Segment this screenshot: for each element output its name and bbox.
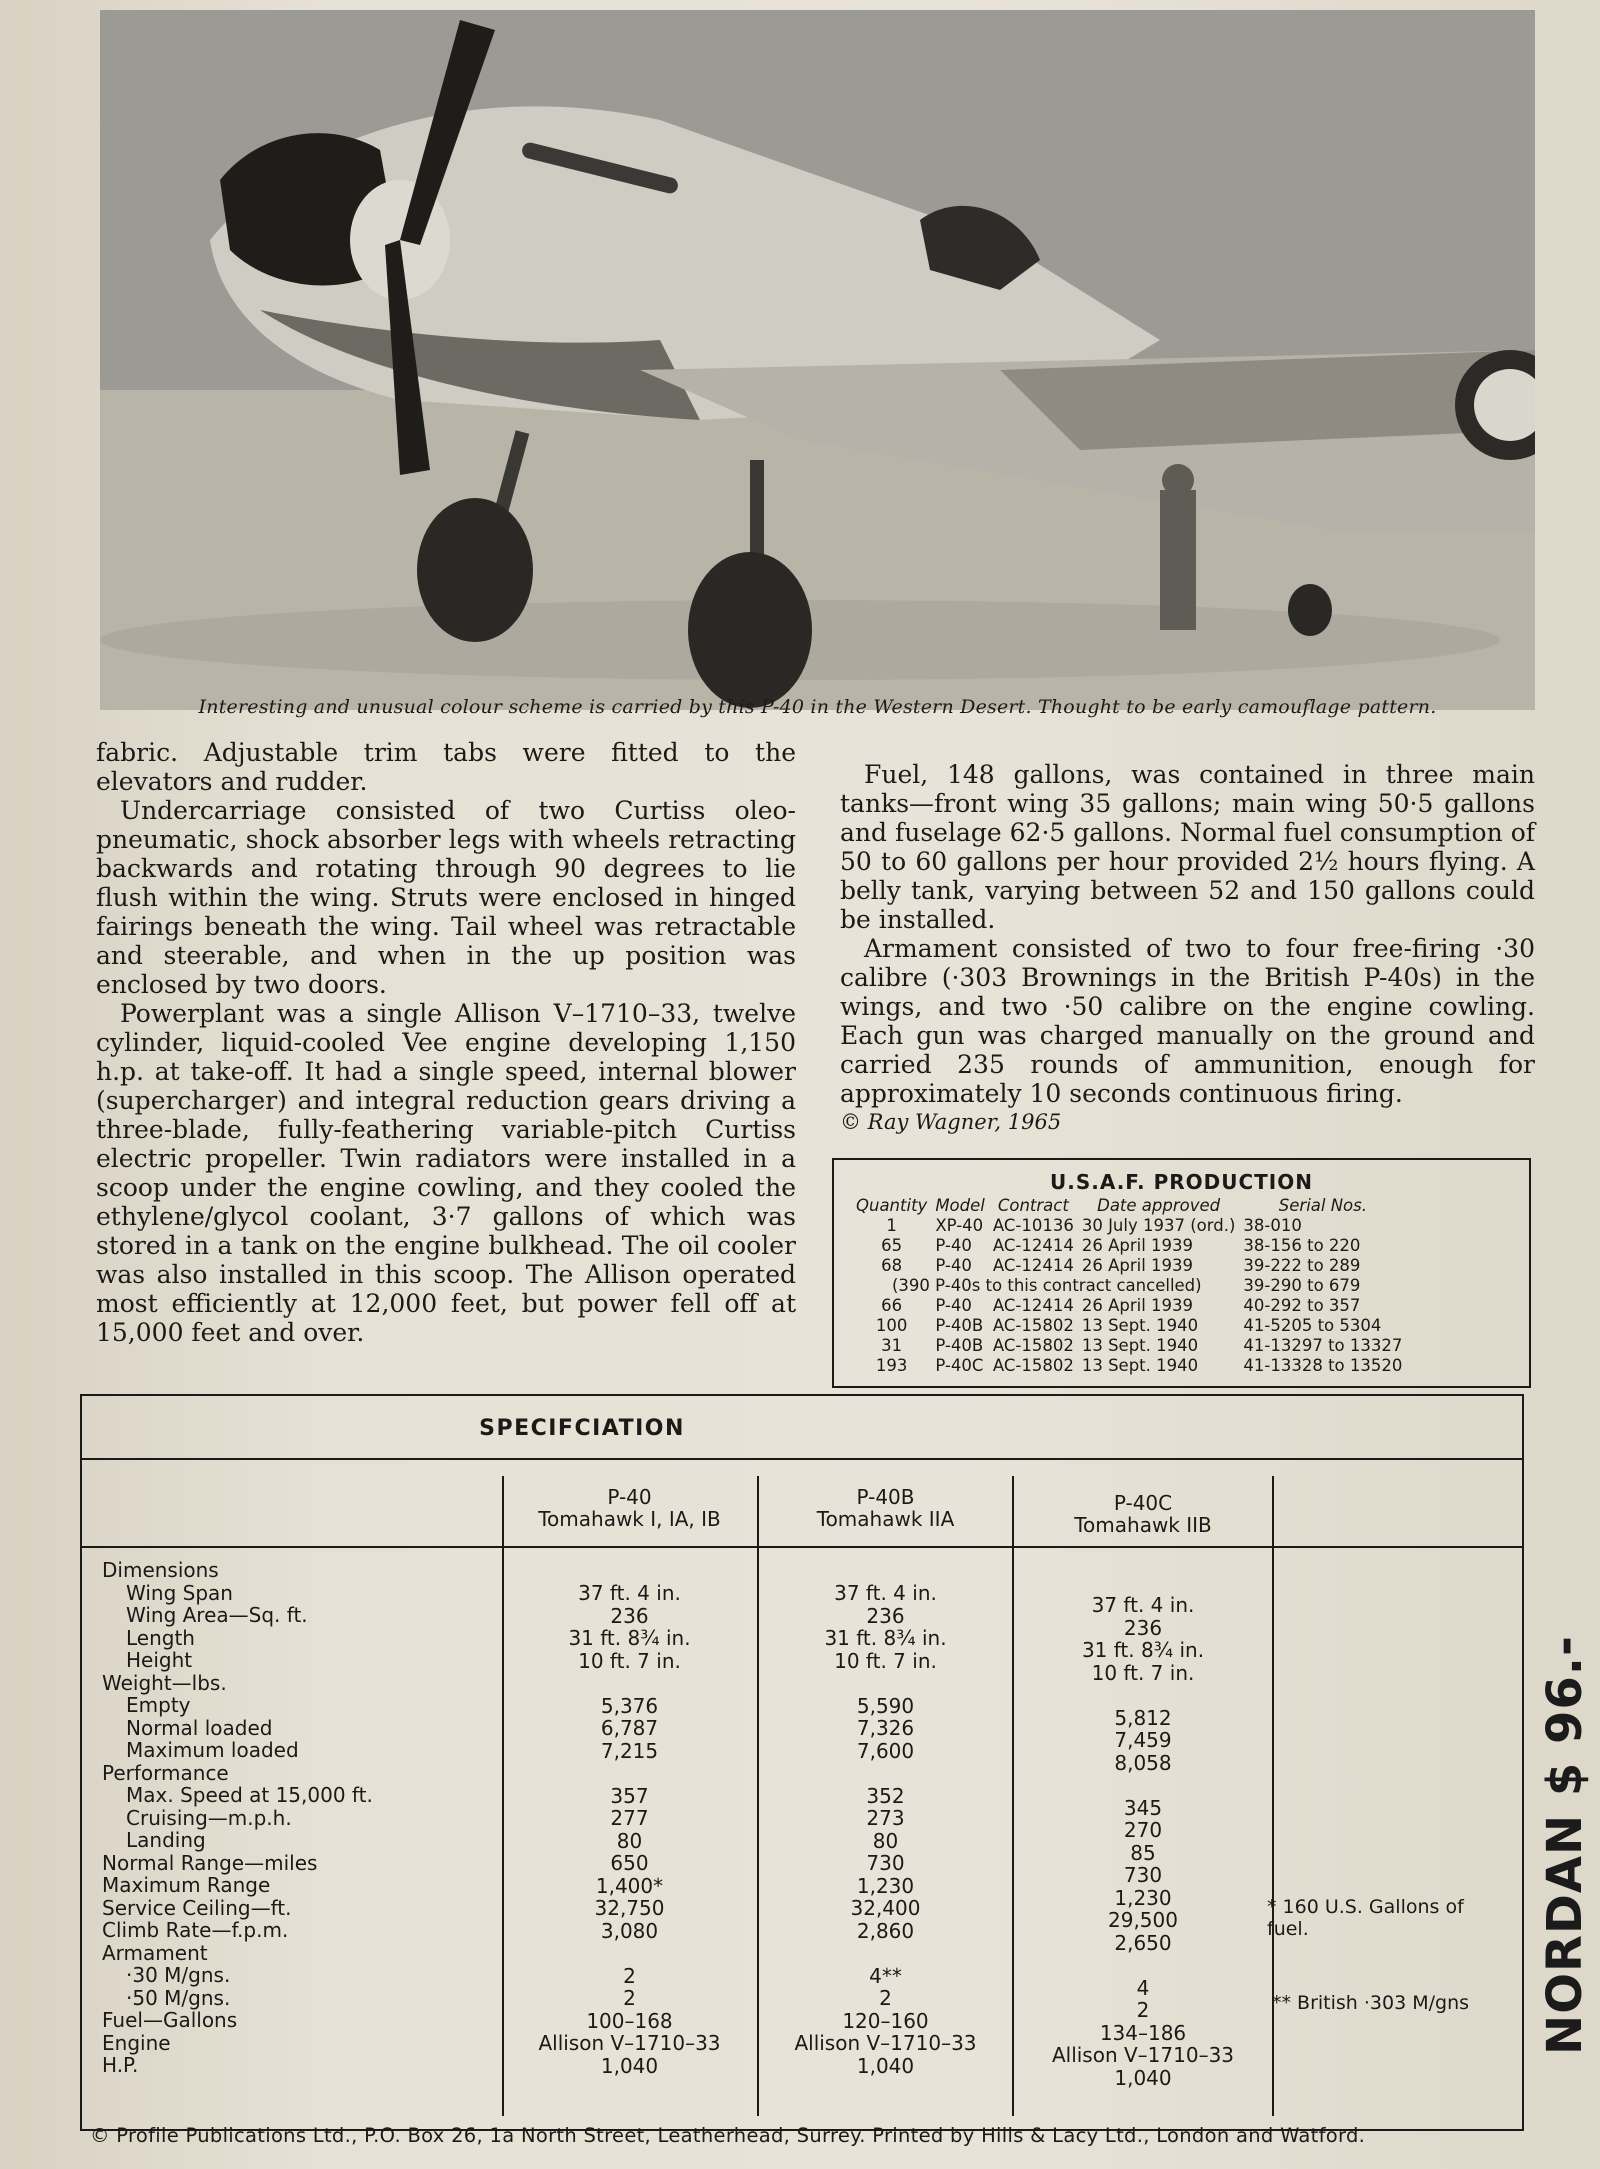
cell: 13 Sept. 1940 [1081,1356,1199,1375]
row-label: Height [126,1648,193,1672]
spacer [759,1672,1012,1695]
paragraph-powerplant: Powerplant was a single Allison V–1710–33, twelve cylinder, liquid-cooled Vee engine developing 1,150 h.p. at take-off. It had a single speed, internal blower (supercharger) and integral reduction gears driving a three-blade, fully-feathering variable-pitch Curtiss electric propeller. Twin radiators were installed in a scoop under the engine cowling, and they cooled the ethylene/glycol coolant, 3·7 gallons of which was stored in a tank on the engine bulkhead. The oil cooler was also installed in this scoop. The Allison operated most efficiently at 12,000 feet, but power fell off at 15,000 feet and over. [96,999,796,1347]
cell: 41-13328 to 13520 [1243,1356,1403,1375]
values-p40c [1014,1594,1272,2089]
value-cell: 650 [610,1851,649,1875]
value-cell: 32,400 [850,1896,921,1920]
publisher-footer: © Profile Publications Ltd., P.O. Box 26, 1a North Street, Leatherhead, Surrey. Printed by Hills & Lacy Ltd., London and Watford. [90,2124,1366,2147]
cell: 13 Sept. 1940 [1081,1336,1199,1355]
value-cell: 10 ft. 7 in. [578,1648,681,1673]
cell: 39-222 to 289 [1243,1256,1361,1275]
column-name: Tomahawk IIB [1074,1513,1212,1537]
value-cell: 4 [1136,1975,1150,2000]
value-cell: 120–160 [842,2008,929,2033]
cell: XP-40 [935,1216,984,1235]
row-label: Max. Speed at 15,000 ft. [126,1783,373,1807]
value-cell: 80 [616,1828,643,1853]
specification-title: SPECIFCIATION [479,1416,685,1441]
column-header-p40 [502,1486,757,1530]
cell: 38-156 to 220 [1243,1236,1361,1255]
divider [82,1458,1522,1460]
cell: 40-292 to 357 [1243,1296,1361,1315]
divider [82,1546,1522,1548]
spacer [1014,1954,1272,1977]
value-cell: 7,600 [856,1738,915,1763]
value-cell: 7,459 [1114,1728,1172,1752]
value-cell: 37 ft. 4 in. [834,1581,937,1605]
value-cell: 1,230 [1114,1885,1172,1910]
divider [1272,1476,1274,2116]
value-cell: 31 ft. 8¾ in. [824,1626,947,1650]
value-cell: 730 [1123,1863,1163,1887]
right-text-column [840,760,1535,1137]
cell: P-40 [935,1236,972,1255]
value-cell: 100–168 [586,2008,673,2033]
value-cell: 10 ft. 7 in. [834,1648,937,1673]
p40-aircraft-illustration [100,10,1535,710]
value-cell: 730 [866,1851,905,1875]
cell: 1 [886,1216,897,1235]
spacer [1014,1684,1272,1707]
row-label: Weight—lbs. [102,1670,227,1695]
aircraft-photo [100,10,1535,710]
footnote-fuel: * 160 U.S. Gallons of fuel. [1267,1896,1464,1940]
paragraph-fuel: Fuel, 148 gallons, was contained in three main tanks—front wing 35 gallons; main wing 50·5 gallons and fuselage 62·5 gallons. Normal fuel consumption of 50 to 60 gallons per hour provided 2½ hours flying. A belly tank, varying between 52 and 150 gallons could be installed. [840,760,1535,934]
paragraph-fabric: fabric. Adjustable trim tabs were fitted to the elevators and rudder. [96,738,796,796]
value-cell: 2 [623,1963,636,1988]
price-stamp [1535,1630,1595,2060]
usaf-production-table [832,1158,1531,1388]
row-labels [102,1559,373,2077]
value-cell: 10 ft. 7 in. [1091,1660,1195,1685]
cell: AC-12414 [992,1256,1074,1275]
spacer [502,1672,757,1695]
spacer [759,1942,1012,1965]
cell: 193 [875,1356,908,1375]
value-cell: 31 ft. 8¾ in. [568,1626,691,1650]
column-name: Tomahawk I, IA, IB [538,1507,721,1531]
value-cell: 7,326 [856,1716,915,1740]
header-date: Date approved [1097,1196,1221,1215]
cell: AC-15802 [992,1336,1074,1355]
value-cell: 1,400* [595,1873,664,1898]
paragraph-undercarriage: Undercarriage consisted of two Curtiss oleo-pneumatic, shock absorber legs with wheels retracting backwards and rotating through 90 degrees to lie flush within the wing. Struts were enclosed in hinged fairings beneath the wing. Tail wheel was retractable and steerable, and when in the up position was enclosed by two doors. [96,796,796,999]
table-row [852,1296,1406,1316]
cell: 65 [881,1236,903,1255]
column-model: P-40B [856,1485,915,1509]
table-row [852,1256,1406,1276]
row-label: Maximum Range [102,1873,271,1897]
row-label: Normal loaded [126,1715,273,1740]
value-cell: 2 [879,1986,892,2010]
cell: 41-13297 to 13327 [1243,1336,1403,1355]
row-label: Empty [126,1693,191,1717]
value-cell: 7,215 [600,1738,659,1763]
row-label: Maximum loaded [126,1738,299,1762]
value-cell: 80 [872,1828,899,1853]
column-header-p40b [759,1486,1012,1530]
row-label: Wing Area—Sq. ft. [126,1603,308,1627]
cell: 31 [881,1336,903,1355]
value-cell: 1,230 [856,1873,915,1898]
column-name: Tomahawk IIA [816,1507,955,1531]
cancelled-note: (390 P-40s to this contract cancelled) [892,1276,1202,1295]
cell: AC-15802 [992,1356,1074,1375]
row-label: Performance [102,1760,229,1785]
value-cell: 277 [610,1806,649,1830]
header-quantity: Quantity [856,1196,928,1215]
value-cell: 2,860 [856,1918,915,1943]
row-label: Climb Rate—f.p.m. [102,1918,289,1942]
header-serial: Serial Nos. [1278,1196,1367,1215]
value-cell: 5,590 [856,1693,915,1718]
value-cell: 4** [869,1963,902,1988]
row-label: H.P. [102,2053,139,2077]
table-row [852,1216,1406,1236]
value-cell: 2 [1136,1998,1150,2022]
production-grid [852,1196,1406,1376]
value-cell: 357 [610,1783,649,1808]
value-cell: 29,500 [1108,1908,1178,1932]
value-cell: 1,040 [1114,2065,1172,2090]
row-label: ·30 M/gns. [126,1963,231,1987]
value-cell: 273 [866,1806,905,1830]
column-model: P-40C [1113,1491,1173,1515]
row-label: Service Ceiling—ft. [102,1895,292,1920]
value-cell: 1,040 [600,2053,659,2078]
production-title: U.S.A.F. PRODUCTION [1050,1170,1313,1194]
value-cell: 5,376 [600,1693,659,1718]
table-row-note [852,1276,1406,1296]
cell: 39-290 to 679 [1243,1276,1361,1295]
value-cell: 37 ft. 4 in. [578,1581,681,1605]
production-header-row [852,1196,1406,1216]
row-label: Fuel—Gallons [102,2008,238,2032]
spacer [759,1762,1012,1785]
values-p40 [502,1582,757,2077]
value-cell: 1,040 [856,2053,915,2078]
value-cell: Allison V–1710–33 [1051,2043,1235,2067]
cell: AC-15802 [992,1316,1074,1335]
column-header-p40c [1014,1492,1272,1536]
value-cell: 3,080 [600,1918,659,1943]
row-label: Armament [102,1940,208,1965]
header-model: Model [935,1196,985,1215]
table-row [852,1316,1406,1336]
cell: P-40B [935,1336,984,1355]
cell: 26 April 1939 [1081,1296,1194,1315]
cell: P-40 [935,1256,972,1275]
author-copyright: © Ray Wagner, 1965 [840,1110,1062,1134]
cell: 26 April 1939 [1081,1236,1194,1255]
value-cell: 32,750 [594,1896,665,1920]
value-cell: 236 [866,1603,905,1628]
table-row [852,1236,1406,1256]
left-text-column [96,738,796,1347]
value-cell: 31 ft. 8¾ in. [1081,1638,1205,1662]
cell: 30 July 1937 (ord.) [1081,1216,1236,1235]
value-cell: 345 [1123,1795,1163,1820]
cell: 66 [881,1296,903,1315]
value-cell: 2,650 [1114,1930,1172,1955]
footnote-british-guns: ** British ·303 M/gns [1272,1992,1470,2014]
header-contract: Contract [997,1196,1069,1215]
spacer [1014,1774,1272,1797]
value-cell: 5,812 [1114,1705,1172,1730]
values-p40b [759,1582,1012,2077]
value-cell: Allison V–1710–33 [538,2031,721,2055]
table-row [852,1356,1406,1376]
spacer [502,1942,757,1965]
cell: P-40C [935,1356,984,1375]
value-cell: 236 [1123,1615,1163,1640]
cell: P-40B [935,1316,984,1335]
cell: 13 Sept. 1940 [1081,1316,1199,1335]
row-label: Engine [102,2030,171,2055]
cell: 68 [881,1256,903,1275]
value-cell: 2 [623,1986,636,2010]
value-cell: 8,058 [1114,1750,1172,1775]
value-cell: 85 [1130,1840,1156,1865]
value-cell: 236 [610,1603,649,1628]
cell: AC-12414 [992,1296,1074,1315]
cell: 26 April 1939 [1081,1256,1194,1275]
row-label: Length [126,1625,195,1650]
cell: 38-010 [1243,1216,1302,1235]
table-row [852,1336,1406,1356]
value-cell: 134–186 [1099,2020,1187,2045]
row-label: Wing Span [126,1580,233,1605]
specification-table [80,1394,1524,2131]
row-label: Landing [126,1828,206,1852]
row-label: Cruising—m.p.h. [126,1805,292,1830]
cell: AC-10136 [992,1216,1074,1235]
value-cell: 37 ft. 4 in. [1091,1593,1195,1617]
cell: P-40 [935,1296,972,1315]
cell: 41-5205 to 5304 [1243,1316,1382,1335]
price-stamp-text: NORDAN $ 96.- [1537,1635,1593,2055]
photo-caption: Interesting and unusual colour scheme is carried by this P-40 in the Western Desert. Thought to be early camouflage pattern. [198,696,1437,718]
cell: 100 [875,1316,908,1335]
row-label: ·50 M/gns. [126,1985,231,2010]
value-cell: 6,787 [600,1716,659,1740]
spacer [502,1762,757,1785]
row-label: Dimensions [102,1558,219,1582]
paragraph-armament: Armament consisted of two to four free-firing ·30 calibre (·303 Brownings in the British P-40s) in the wings, and two ·50 calibre on the engine cowling. Each gun was charged manually on the ground and carried 235 rounds of ammunition, enough for approximately 10 seconds continuous firing. [840,934,1535,1108]
cell: AC-12414 [992,1236,1074,1255]
column-model: P-40 [607,1485,652,1509]
value-cell: 270 [1123,1818,1163,1842]
value-cell: 352 [866,1783,905,1808]
row-label: Normal Range—miles [102,1850,318,1875]
value-cell: Allison V–1710–33 [794,2031,977,2055]
